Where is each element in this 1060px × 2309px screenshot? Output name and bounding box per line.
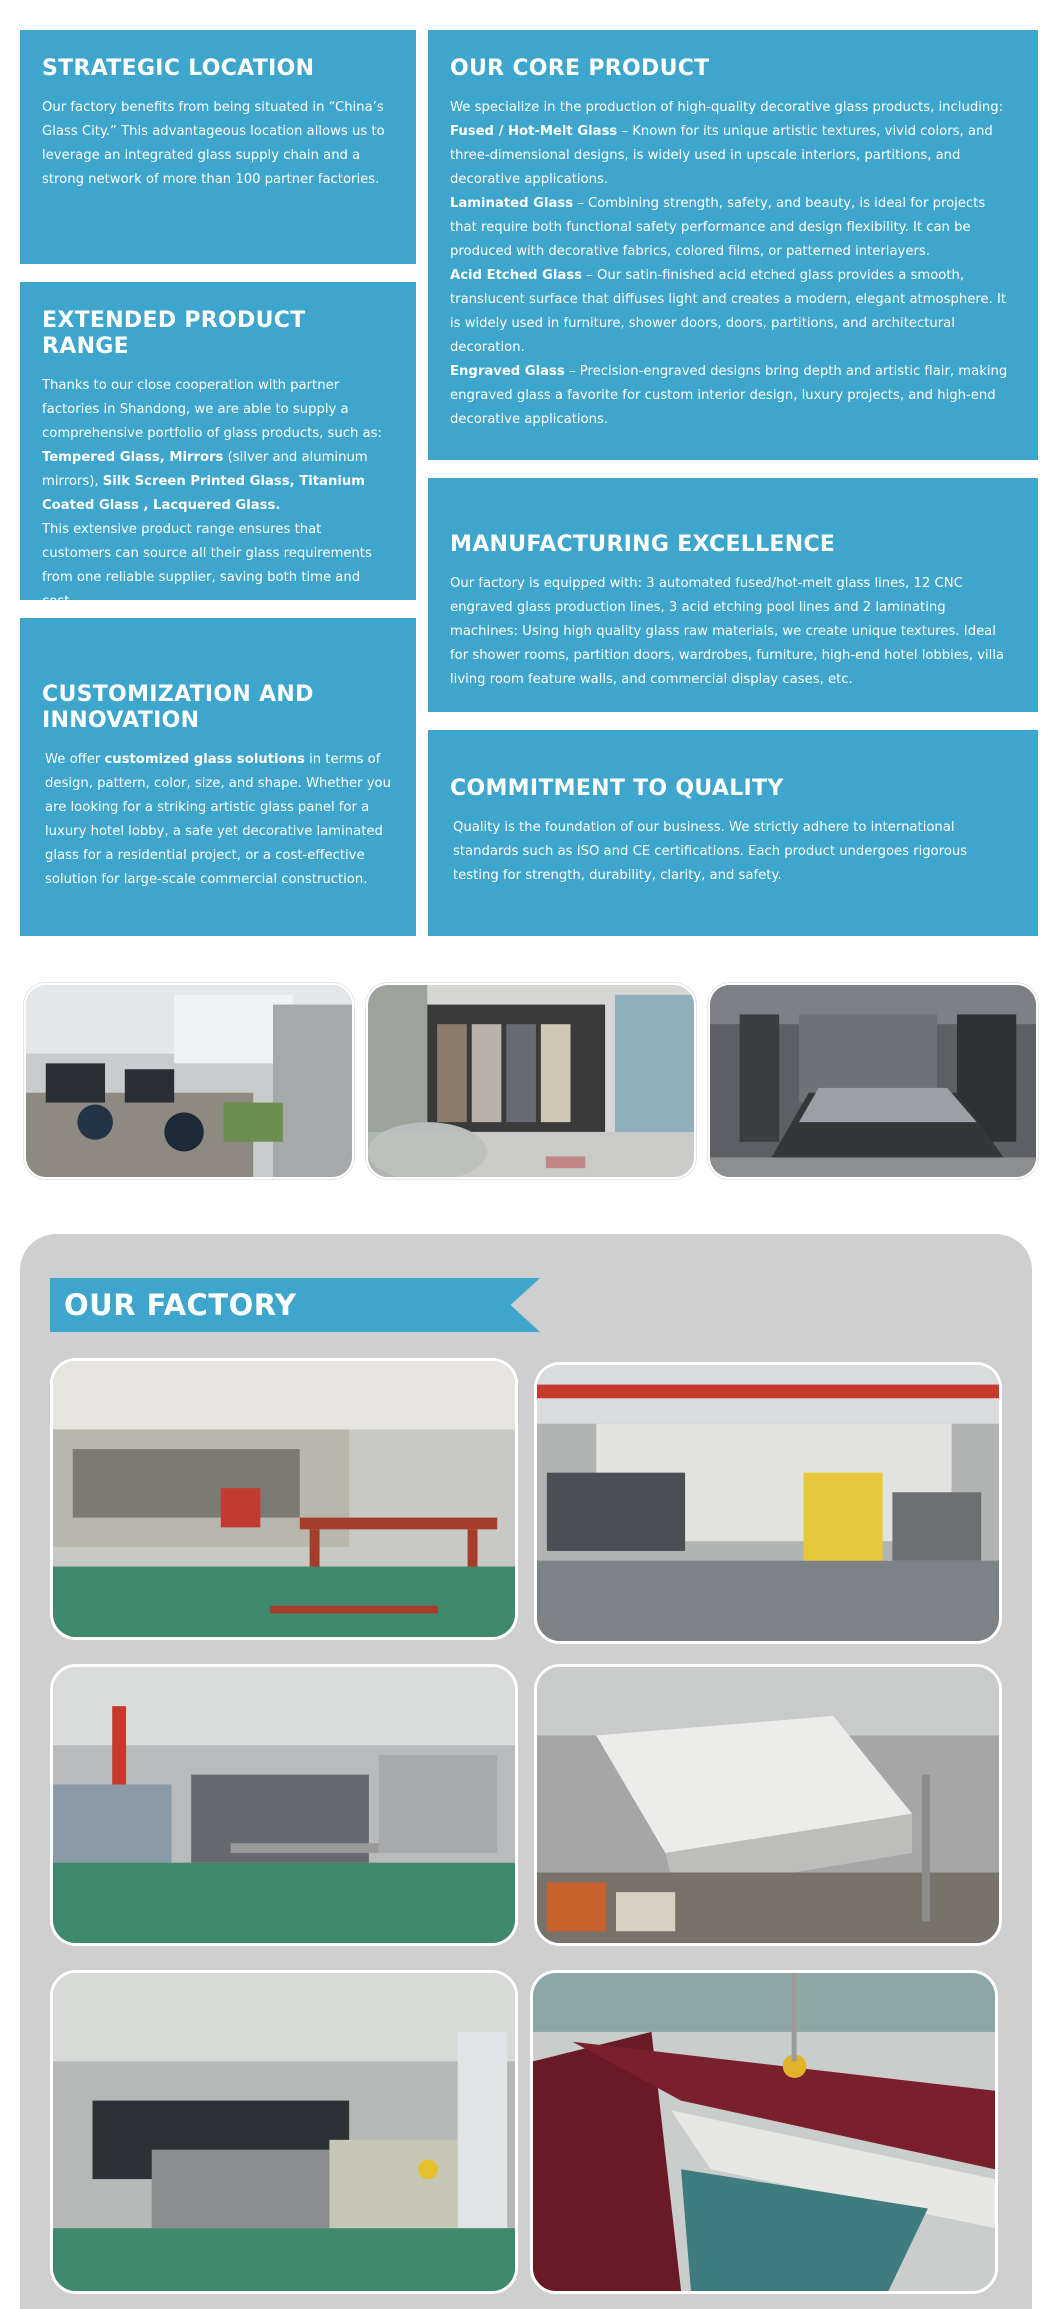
extended-bold: Silk Screen Printed Glass, Titanium Coated Glass , Lacquered Glass. [42,474,365,513]
core-item-text: – Known for its unique artistic textures, vivid colors, and three-dimensional designs, is widely used in upscale interiors, partitions, and decorative applications. [450,124,993,187]
custom-text: in terms of design, pattern, color, size, and shape. Whether you are looking for a striking artistic glass panel for a luxury hotel lobby, a safe yet decorative laminated glass for a residential project, or a cost-effective solution for large-scale commercial construction. [45,752,391,887]
card-title: EXTENDED PRODUCT RANGE [42,308,306,359]
extended-text: Thanks to our close cooperation with partner factories in Shandong, we are able to supply a comprehensive portfolio of glass products, such as: [42,378,382,441]
core-item-text: – Precision-engraved designs bring depth and artistic flair, making engraved glass a favorite for custom interior design, luxury projects, and high-end decorative applications. [450,364,1008,427]
card-core-product [428,30,1038,460]
loading-line-photo [50,1970,518,2294]
card-strategic-location [20,30,416,264]
card-body [450,96,1016,432]
card-body: Our factory benefits from being situated in “China’s Glass City.” This advantageous location allows us to leverage an integrated glass supply chain and a strong network of more than 100 partner factories. [42,100,385,187]
card-manufacturing [428,478,1038,712]
card-title: MANUFACTURING EXCELLENCE [450,532,836,557]
card-quality [428,730,1038,936]
core-item-name: Fused / Hot-Melt Glass [450,124,618,139]
card-title: STRATEGIC LOCATION [42,56,315,81]
core-item-name: Acid Etched Glass [450,268,583,283]
core-item-name: Laminated Glass [450,196,574,211]
card-body [42,374,394,614]
card-title: CUSTOMIZATION AND INNOVATION [42,682,314,733]
card-body: Quality is the foundation of our business. We strictly adhere to international standards such as ISO and CE certifications. Each product undergoes rigorous testing for strength, durability, clarity, and safety. [453,820,968,883]
custom-text: We offer [45,752,105,767]
extended-text: (silver and aluminum mirrors), [42,450,368,489]
card-extended-range [20,282,416,609]
custom-bold: customized glass solutions [104,752,305,767]
core-item-name: Engraved Glass [450,364,565,379]
core-item-text: – Our satin-finished acid etched glass provides a smooth, translucent surface that diffuses light and creates a modern, elegant atmosphere. It is widely used in furniture, shower doors, doors, partitions, and architectural decoration. [450,268,1007,355]
card-title: OUR CORE PRODUCT [450,56,710,81]
card-customization [20,618,416,936]
office-photo [24,983,354,1179]
display-hall-photo [708,983,1038,1179]
core-item-text: – Combining strength, safety, and beauty, is ideal for projects that require both functional safety performance and design flexibility. It can be produced with decorative fabrics, colored films, or patterned interlayers. [450,196,986,259]
factory-title: OUR FACTORY [64,1288,297,1322]
extended-bold: Tempered Glass, Mirrors [42,450,224,465]
acid-etching-pool-photo [530,1970,998,2294]
extended-text: This extensive product range ensures that customers can source all their glass requirements from one reliable supplier, saving both time and cost. [42,522,372,609]
tempering-furnace-photo [534,1664,1002,1946]
warehouse-crane-photo [534,1362,1002,1644]
card-body: Our factory is equipped with: 3 automated fused/hot-melt glass lines, 12 CNC engraved glass production lines, 3 acid etching pool lines and 2 laminating machines: Using high quality glass raw materials, we create unique textures. Ideal for shower rooms, partition doors, wardrobes, furniture, high-end hotel lobbies, villa living room feature walls, and commercial display cases, etc. [450,576,1005,687]
edging-line-photo [50,1358,518,1640]
cutting-table-photo [50,1664,518,1946]
sample-showroom-photo [366,983,696,1179]
card-body [42,748,394,892]
card-title: COMMITMENT TO QUALITY [450,776,784,801]
core-intro: We specialize in the production of high-quality decorative glass products, including: [450,100,1004,115]
